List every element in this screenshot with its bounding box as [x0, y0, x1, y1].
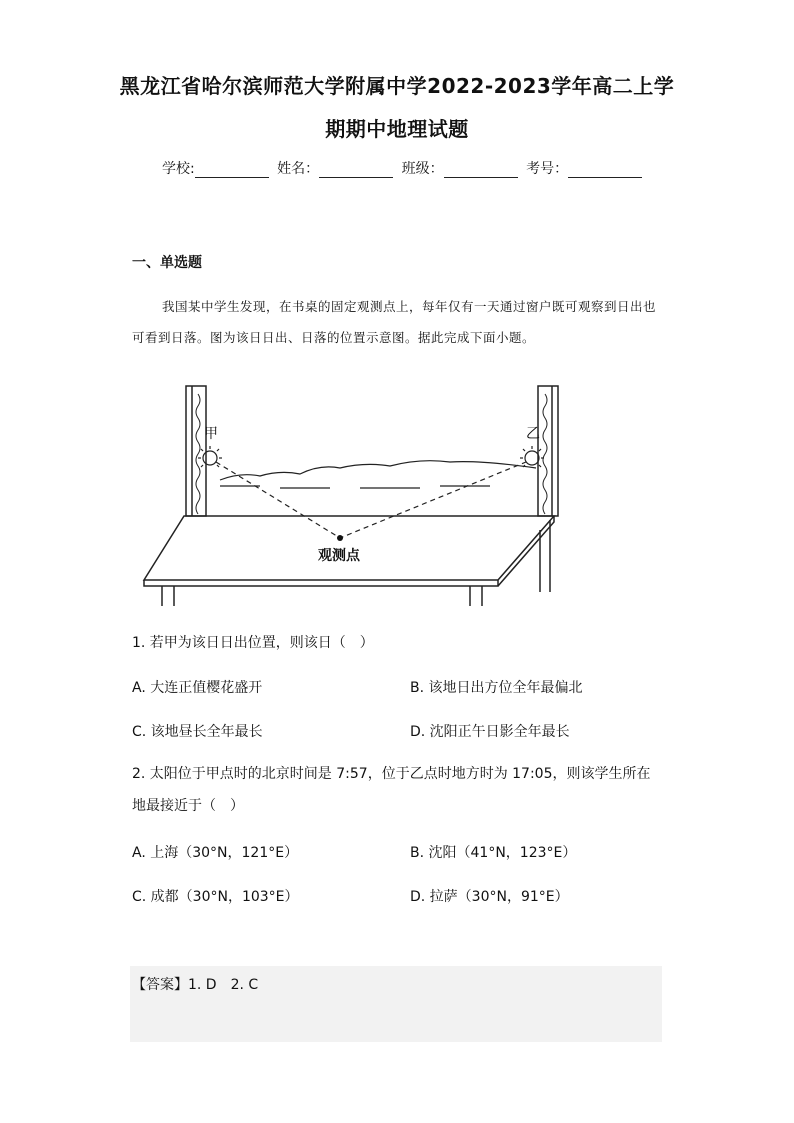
section-heading: 一、单选题 — [132, 255, 202, 271]
question-2-option-d[interactable]: D. 拉萨（30°N，91°E） — [410, 889, 569, 905]
answer-text: 【答案】1. D 2. C — [132, 977, 259, 993]
student-info-row — [162, 158, 646, 178]
class-blank[interactable] — [444, 163, 518, 178]
question-1-option-b[interactable]: B. 该地日出方位全年最偏北 — [410, 680, 583, 696]
sight-lines — [216, 462, 526, 538]
horizon-dashes — [220, 486, 490, 488]
name-label: 姓名： — [277, 161, 320, 177]
document-title-line-1: 黑龙江省哈尔滨师范大学附属中学2022-2023学年高二上学 — [119, 74, 675, 98]
class-label: 班级： — [401, 161, 444, 177]
question-1-option-c[interactable]: C. 该地昼长全年最长 — [132, 724, 263, 740]
name-blank[interactable] — [319, 163, 393, 178]
school-label: 学校: — [162, 161, 195, 177]
question-passage: 我国某中学生发现，在书桌的固定观测点上，每年仅有一天通过窗户既可观察到日出也可看到日落。图为该日日出、日落的位置示意图。据此完成下面小题。 — [132, 299, 657, 345]
observation-point — [337, 535, 343, 541]
question-2-option-c[interactable]: C. 成都（30°N，103°E） — [132, 889, 299, 905]
label-jia: 甲 — [204, 426, 218, 442]
question-2-stem: 2. 太阳位于甲点时的北京时间是 7:57，位于乙点时地方时为 17:05，则该学生所在地最接近于（ ） — [132, 766, 651, 814]
question-2-option-b[interactable]: B. 沈阳（41°N，123°E） — [410, 845, 577, 861]
question-1-stem: 1. 若甲为该日日出位置，则该日（ ） — [132, 635, 374, 651]
school-blank[interactable] — [195, 163, 269, 178]
right-window-frame — [538, 386, 558, 516]
sunrise-sunset-diagram — [140, 380, 560, 610]
question-2-option-a[interactable]: A. 上海（30°N，121°E） — [132, 845, 299, 861]
number-blank[interactable] — [568, 163, 642, 178]
question-1-option-d[interactable]: D. 沈阳正午日影全年最长 — [410, 724, 570, 740]
document-title-line-2: 期期中地理试题 — [325, 117, 469, 141]
label-observation-point: 观测点 — [318, 548, 360, 564]
label-yi: 乙 — [526, 426, 540, 442]
question-1-option-a[interactable]: A. 大连正值樱花盛开 — [132, 680, 263, 696]
sun-yi-icon — [520, 446, 544, 467]
number-label: 考号： — [526, 161, 569, 177]
